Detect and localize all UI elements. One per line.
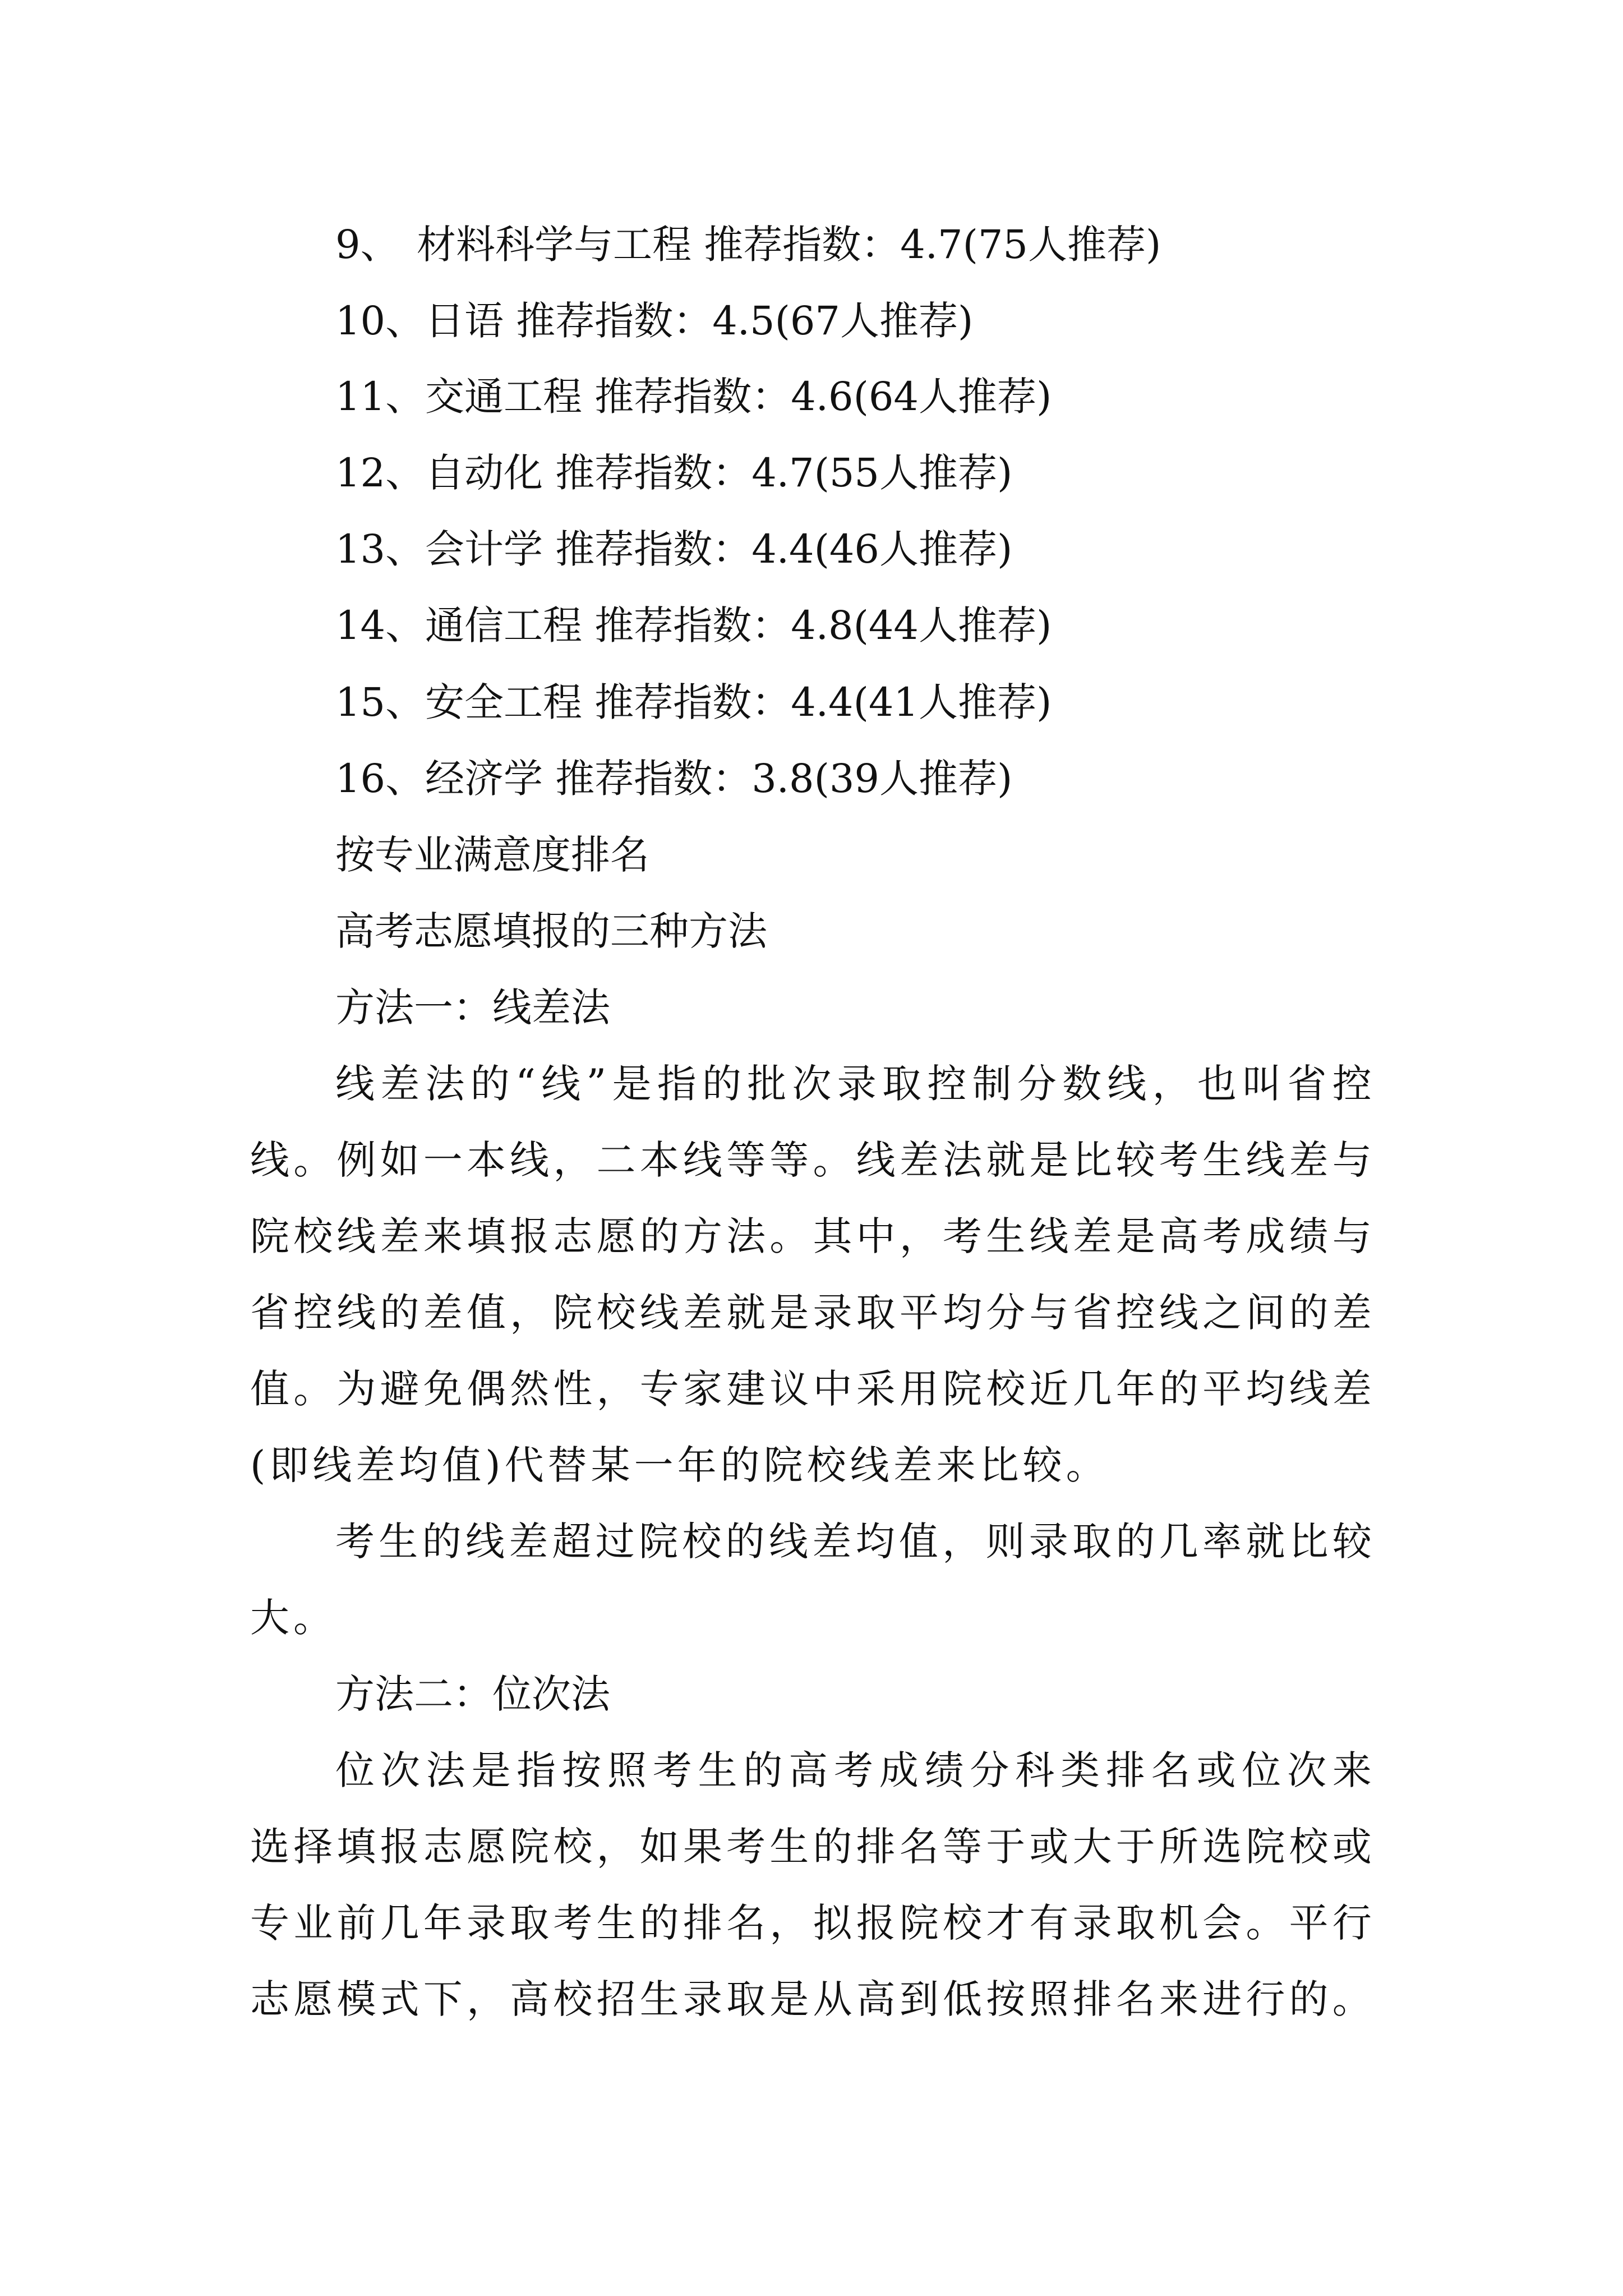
paragraph-line: 考 生 的 线 差 超 过 院 校 的 线 差 均 值 ， 则 录 取 的 几 率 就 比 较 (335, 1519, 1372, 1565)
list-item (335, 374, 1052, 419)
heading-methods: 高考志愿填报的三种方法 (335, 908, 767, 954)
list-item-number: 15、 (335, 679, 425, 725)
list-item-number: 9、 (335, 222, 400, 268)
list-item (335, 756, 1012, 801)
list-item-text: 经济学 推荐指数：3.8(39人推荐) (425, 756, 1013, 802)
list-item-text: 交通工程 推荐指数：4.6(64人推荐) (425, 374, 1052, 420)
list-item (335, 603, 1052, 648)
paragraph-line: 省 控 线 的 差 值 ， 院 校 线 差 就 是 录 取 平 均 分 与 省 控 线 之 间 的 差 (250, 1290, 1372, 1336)
list-item-number: 13、 (335, 526, 425, 572)
paragraph-line: 位 次 法 是 指 按 照 考 生 的 高 考 成 绩 分 科 类 排 名 或 位 次 来 (335, 1747, 1372, 1793)
list-item-number: 12、 (335, 450, 425, 496)
list-item-number: 11、 (335, 374, 425, 420)
list-item-text: 会计学 推荐指数：4.4(46人推荐) (425, 526, 1013, 572)
paragraph-line: 专 业 前 几 年 录 取 考 生 的 排 名 ， 拟 报 院 校 才 有 录 取 机 会 。 平 行 (250, 1900, 1372, 1946)
list-item-text: 日语 推荐指数：4.5(67人推荐) (425, 298, 974, 344)
paragraph-line: (即线差均值)代替某一年的院校线差来比较。 (250, 1442, 1109, 1488)
paragraph-line: 线 差 法 的 “ 线 ” 是 指 的 批 次 录 取 控 制 分 数 线 ， 也 叫 省 控 (335, 1061, 1372, 1107)
method-one-title: 方法一：线差法 (335, 984, 610, 1030)
list-item-number: 14、 (335, 602, 425, 648)
paragraph-line: 志 愿 模 式 下 ， 高 校 招 生 录 取 是 从 高 到 低 按 照 排 名 来 进 行 的 。 (250, 1976, 1372, 2022)
method-two-title: 方法二：位次法 (335, 1671, 610, 1717)
paragraph-line: 线 。 例 如 一 本 线 ， 二 本 线 等 等 。 线 差 法 就 是 比 较 考 生 线 差 与 (250, 1137, 1372, 1183)
list-item (335, 450, 1012, 495)
paragraph-line: 值 。 为 避 免 偶 然 性 ， 专 家 建 议 中 采 用 院 校 近 几 年 的 平 均 线 差 (250, 1366, 1372, 1412)
list-item-number: 16、 (335, 756, 425, 802)
list-item-text: 自动化 推荐指数：4.7(55人推荐) (425, 450, 1013, 496)
paragraph-line: 选 择 填 报 志 愿 院 校 ， 如 果 考 生 的 排 名 等 于 或 大 于 所 选 院 校 或 (250, 1824, 1372, 1870)
list-item-text: 安全工程 推荐指数：4.4(41人推荐) (425, 679, 1052, 725)
paragraph-line: 大。 (250, 1595, 336, 1641)
heading-satisfaction: 按专业满意度排名 (335, 832, 649, 878)
list-item (335, 298, 973, 343)
paragraph-line: 院 校 线 差 来 填 报 志 愿 的 方 法 。 其 中 ， 考 生 线 差 是 高 考 成 绩 与 (250, 1213, 1372, 1259)
list-item (335, 527, 1012, 572)
list-item-text: 材料科学与工程 推荐指数：4.7(75人推荐) (417, 222, 1161, 268)
list-item-number: 10、 (335, 298, 425, 344)
list-item-text: 通信工程 推荐指数：4.8(44人推荐) (425, 602, 1052, 648)
list-item (335, 222, 1161, 267)
list-item (335, 680, 1052, 725)
